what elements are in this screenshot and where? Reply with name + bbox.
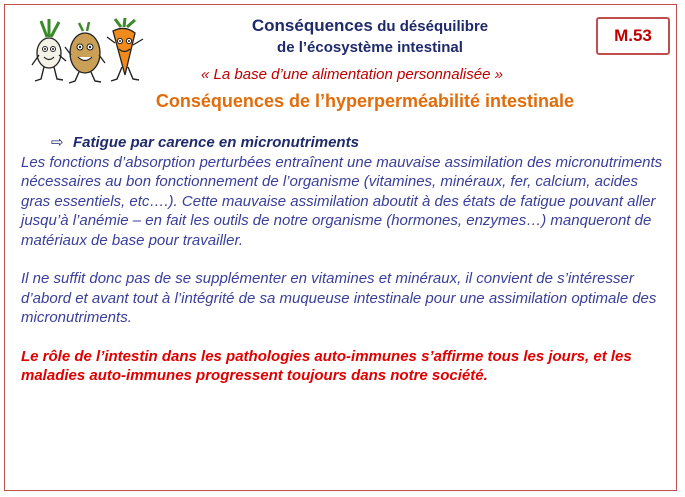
onion-character bbox=[32, 19, 66, 81]
paragraph-1: Les fonctions d’absorption perturbées entraînent une mauvaise assimilation des micronutriments nécessaires au bon fonctionnement de l’organisme (vitamines, minéraux, fer, calcium, acides gras essentiels, etc….). Cette mauvaise assimilation aboutit à des états de fatigue pouvant aller jusqu’à l’anémie – en fait les outils de notre organisme (hormones, enzymes…) manqueront de matériaux de base pour travailler. bbox=[21, 153, 663, 249]
header-title-strong: Conséquences bbox=[251, 16, 373, 35]
header-title-line2: de l’écosystème intestinal bbox=[277, 39, 463, 56]
header-title-rest: du déséquilibre bbox=[377, 18, 489, 35]
paragraph-2: Il ne suffit donc pas de se supplémenter en vitamines et minéraux, il convient de s’intéresser d’abord et avant tout à l’intégrité de sa muqueuse intestinale pour une assimilation optimale des micronutriments. bbox=[21, 270, 657, 326]
arrow-right-outline-icon: ⇨ bbox=[51, 134, 64, 151]
subtitle: « La base d’une alimentation personnalisée » bbox=[201, 66, 503, 83]
vegetable-characters-logo bbox=[29, 17, 147, 87]
highlight-paragraph: Le rôle de l’intestin dans les pathologies auto-immunes s’affirme tous les jours, et les maladies auto-immunes progressent toujours dans notre société. bbox=[21, 347, 632, 384]
slide-number-badge: M.53 bbox=[596, 17, 670, 55]
header-title bbox=[205, 15, 535, 58]
content-body bbox=[21, 133, 669, 386]
potato-character bbox=[65, 22, 105, 83]
carrot-character bbox=[107, 18, 143, 81]
bullet-text: Fatigue par carence en micronutriments bbox=[73, 134, 359, 151]
section-title: Conséquences de l’hyperperméabilité intestinale bbox=[155, 91, 575, 111]
slide-frame bbox=[4, 4, 677, 491]
bullet-heading bbox=[21, 133, 669, 153]
